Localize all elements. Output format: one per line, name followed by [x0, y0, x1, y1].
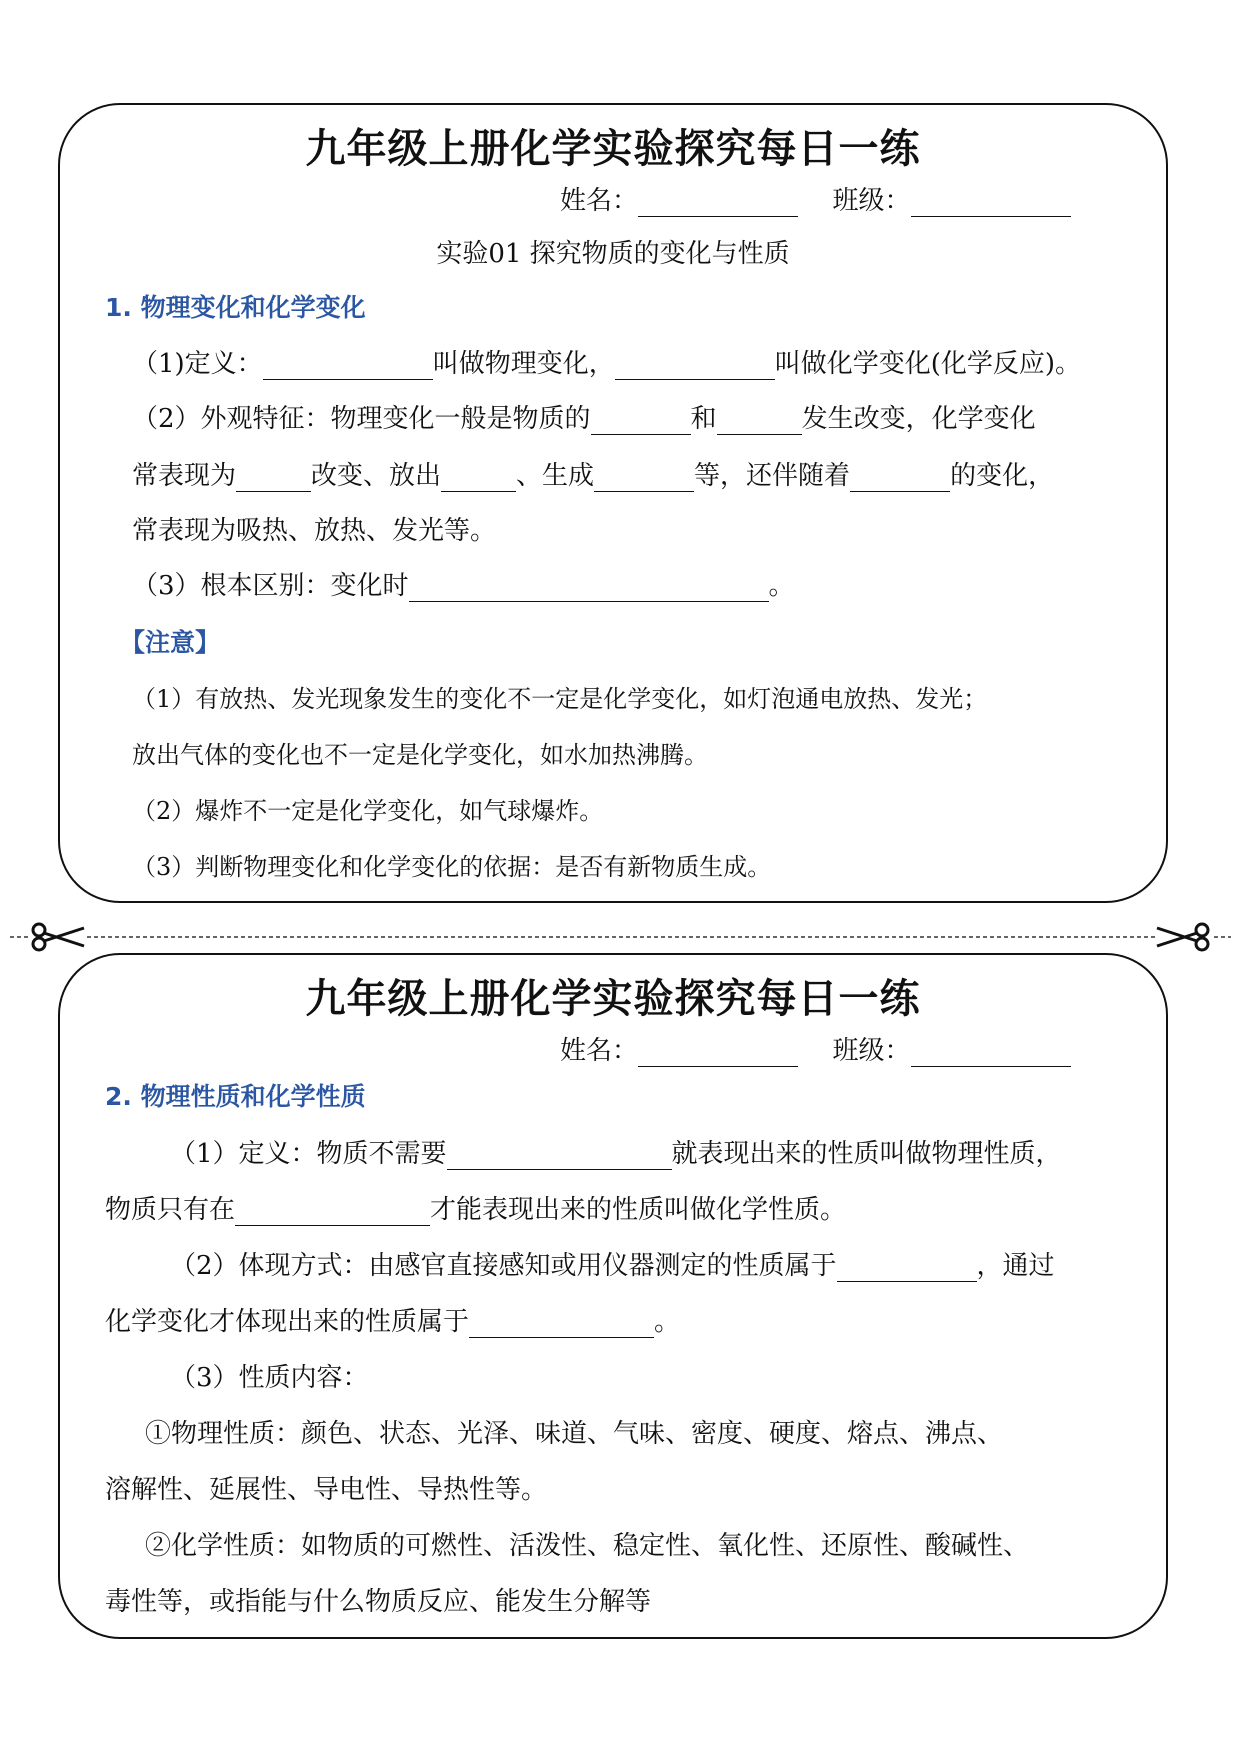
- feature-line-3: 常表现为吸热、放热、发光等。: [132, 516, 497, 546]
- section-heading: 1. 物理变化和化学变化: [105, 293, 366, 322]
- feature-line: [132, 398, 1036, 435]
- text: 。: [654, 1307, 681, 1337]
- definition-line: [170, 1133, 1062, 1170]
- class-blank[interactable]: [911, 186, 1071, 217]
- experiment-title: 实验01 探究物质的变化与性质: [436, 239, 790, 269]
- page-title: 九年级上册化学实验探究每日一练: [305, 125, 921, 172]
- text: 发生改变，化学变化: [801, 404, 1036, 434]
- text: 、生成: [516, 461, 595, 491]
- answer-blank[interactable]: [837, 1251, 977, 1282]
- text: 。: [768, 571, 795, 601]
- way-line: [170, 1245, 1055, 1282]
- text: 就表现出来的性质叫做物理性质，: [671, 1139, 1062, 1169]
- definition-line: [132, 343, 1081, 380]
- physical-properties: ①物理性质：颜色、状态、光泽、味道、气味、密度、硬度、熔点、沸点、: [145, 1419, 1004, 1449]
- text: 物质只有在: [105, 1195, 236, 1225]
- class-label: 班级：: [832, 186, 911, 216]
- note-1-cont: 放出气体的变化也不一定是化学变化，如水加热沸腾。: [132, 741, 708, 769]
- scissors-icon: [30, 922, 86, 952]
- answer-blank[interactable]: [591, 404, 691, 435]
- name-class-row: [560, 1030, 1071, 1067]
- text: 等，还伴随着: [694, 461, 851, 491]
- answer-blank[interactable]: [441, 461, 516, 492]
- answer-blank[interactable]: [469, 1307, 654, 1338]
- text: （2）外观特征：物理变化一般是物质的: [132, 404, 591, 434]
- text: （1）定义：物质不需要: [170, 1139, 447, 1169]
- name-label: 姓名：: [560, 1036, 639, 1066]
- answer-blank[interactable]: [594, 461, 694, 492]
- answer-blank[interactable]: [235, 1195, 430, 1226]
- name-class-row: [560, 180, 1071, 217]
- text: 才能表现出来的性质叫做化学性质。: [430, 1195, 847, 1225]
- answer-blank[interactable]: [447, 1139, 672, 1170]
- answer-blank[interactable]: [236, 461, 311, 492]
- note-3: （3）判断物理变化和化学变化的依据：是否有新物质生成。: [132, 853, 772, 881]
- text: ，通过: [976, 1251, 1055, 1281]
- feature-line-2: [132, 455, 1054, 492]
- chemical-properties-cont: 毒性等，或指能与什么物质反应、能发生分解等: [105, 1587, 652, 1617]
- text: 叫做化学变化(化学反应)。: [774, 349, 1081, 379]
- chemical-properties: ②化学性质：如物质的可燃性、活泼性、稳定性、氧化性、还原性、酸碱性、: [145, 1531, 1030, 1561]
- way-line-2: [105, 1301, 680, 1338]
- answer-blank[interactable]: [615, 349, 775, 380]
- difference-line: [132, 565, 795, 602]
- worksheet-card-2: [58, 953, 1168, 1639]
- answer-blank[interactable]: [717, 404, 802, 435]
- section-heading: 2. 物理性质和化学性质: [105, 1082, 366, 1111]
- answer-blank[interactable]: [409, 571, 769, 602]
- name-blank[interactable]: [638, 1036, 798, 1067]
- note-heading: 【注意】: [120, 628, 221, 657]
- note-1: （1）有放热、发光现象发生的变化不一定是化学变化，如灯泡通电放热、发光；: [132, 685, 988, 713]
- text: 化学变化才体现出来的性质属于: [105, 1307, 470, 1337]
- scissors-icon: [1155, 922, 1211, 952]
- text: 叫做物理变化，: [432, 349, 615, 379]
- name-blank[interactable]: [638, 186, 798, 217]
- answer-blank[interactable]: [850, 461, 950, 492]
- content-label: （3）性质内容：: [170, 1363, 369, 1393]
- worksheet-card-1: [58, 103, 1168, 903]
- cut-line: [0, 922, 1241, 952]
- text: 的变化，: [950, 461, 1055, 491]
- text: 和: [690, 404, 717, 434]
- text: （3）根本区别：变化时: [132, 571, 409, 601]
- physical-properties-cont: 溶解性、延展性、导电性、导热性等。: [105, 1475, 548, 1505]
- class-label: 班级：: [832, 1036, 911, 1066]
- name-label: 姓名：: [560, 186, 639, 216]
- answer-blank[interactable]: [263, 349, 433, 380]
- page-title: 九年级上册化学实验探究每日一练: [305, 975, 921, 1022]
- text: （2）体现方式：由感官直接感知或用仪器测定的性质属于: [170, 1251, 837, 1281]
- text: 改变、放出: [311, 461, 442, 491]
- text: （1)定义：: [132, 349, 263, 379]
- note-2: （2）爆炸不一定是化学变化，如气球爆炸。: [132, 797, 604, 825]
- class-blank[interactable]: [911, 1036, 1071, 1067]
- definition-line-2: [105, 1189, 846, 1226]
- text: 常表现为: [132, 461, 237, 491]
